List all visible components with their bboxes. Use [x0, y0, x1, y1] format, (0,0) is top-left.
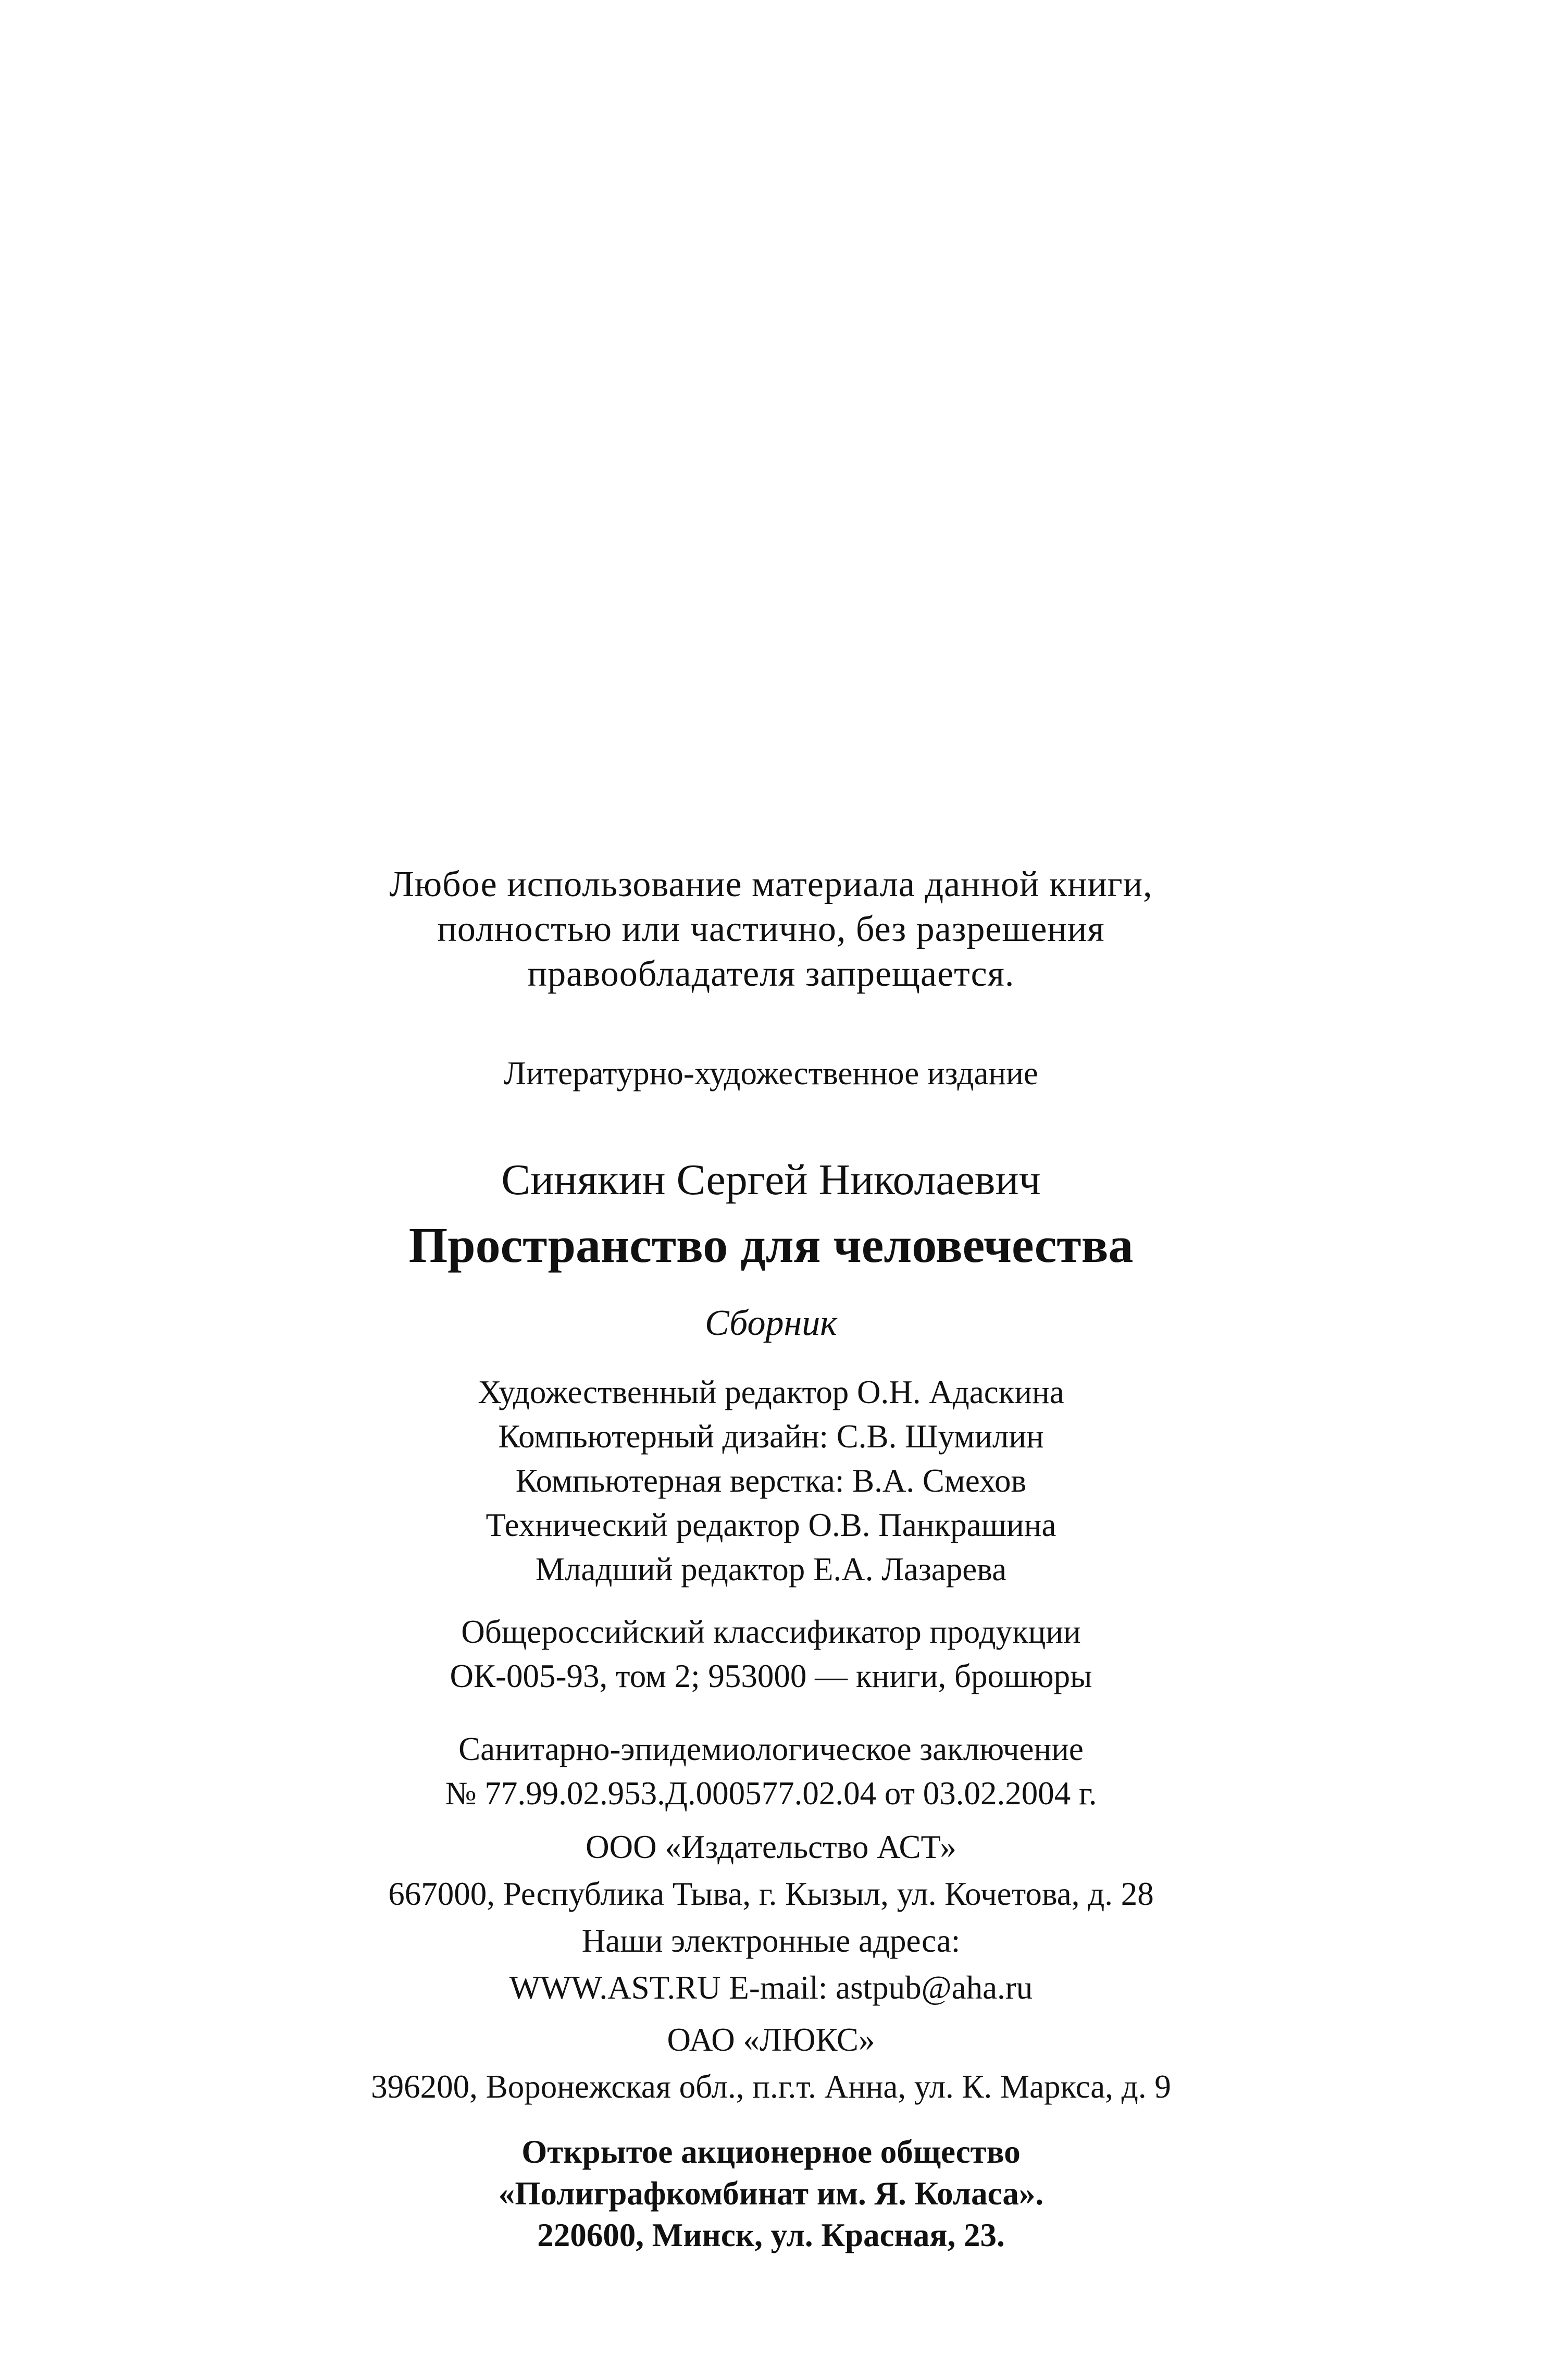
sanitary-conclusion: [0, 1727, 1542, 1816]
printer-line: ОАО «ЛЮКС»: [667, 2022, 875, 2058]
publisher-line: Наши электронные адреса:: [581, 1923, 961, 1959]
copyright-line: Любое использование материала данной книги,: [389, 864, 1153, 904]
credit-line: Младший редактор Е.А. Лазарева: [535, 1551, 1007, 1588]
editorial-credits: [0, 1370, 1542, 1592]
publisher-line: ООО «Издательство АСТ»: [586, 1829, 956, 1865]
credit-line: Технический редактор О.В. Панкрашина: [486, 1507, 1056, 1543]
credit-line: Компьютерный дизайн: С.В. Шумилин: [498, 1418, 1044, 1455]
printing-house-line: «Полиграфкомбинат им. Я. Коласа».: [498, 2175, 1044, 2212]
copyright-notice: [0, 862, 1542, 997]
subtitle-text: Сборник: [705, 1303, 837, 1343]
credit-line: Художественный редактор О.Н. Адаскина: [478, 1374, 1064, 1410]
sanitary-line: Санитарно-эпидемиологическое заключение: [458, 1731, 1084, 1767]
publisher-info: [0, 1824, 1542, 2011]
credit-line: Компьютерная верстка: В.А. Смехов: [515, 1462, 1027, 1499]
product-classifier: [0, 1610, 1542, 1699]
printer-info: [0, 2016, 1542, 2110]
publisher-line: WWW.AST.RU E-mail: astpub@aha.ru: [509, 1969, 1033, 2006]
sanitary-line: № 77.99.02.953.Д.000577.02.04 от 03.02.2004 г.: [445, 1775, 1097, 1812]
title-text: Пространство для человечества: [408, 1217, 1134, 1273]
classifier-line: ОК-005-93, том 2; 953000 — книги, брошюры: [450, 1658, 1092, 1694]
author-text: Синякин Сергей Николаевич: [501, 1156, 1041, 1204]
book-subtitle: [0, 1300, 1542, 1347]
printing-house-line: 220600, Минск, ул. Красная, 23.: [537, 2217, 1005, 2253]
author-name: [0, 1154, 1542, 1206]
book-title: [0, 1214, 1542, 1276]
printing-house-info: [0, 2131, 1542, 2256]
printer-line: 396200, Воронежская обл., п.г.т. Анна, ул. К. Маркса, д. 9: [371, 2068, 1171, 2105]
copyright-line: полностью или частично, без разрешения: [437, 909, 1105, 949]
copyright-line: правообладателя запрещается.: [527, 954, 1015, 994]
genre-text: Литературно-художественное издание: [504, 1055, 1038, 1092]
printing-house-line: Открытое акционерное общество: [521, 2134, 1021, 2170]
publisher-line: 667000, Республика Тыва, г. Кызыл, ул. Кочетова, д. 28: [388, 1876, 1154, 1912]
edition-genre: [0, 1052, 1542, 1094]
classifier-line: Общероссийский классификатор продукции: [461, 1614, 1081, 1650]
